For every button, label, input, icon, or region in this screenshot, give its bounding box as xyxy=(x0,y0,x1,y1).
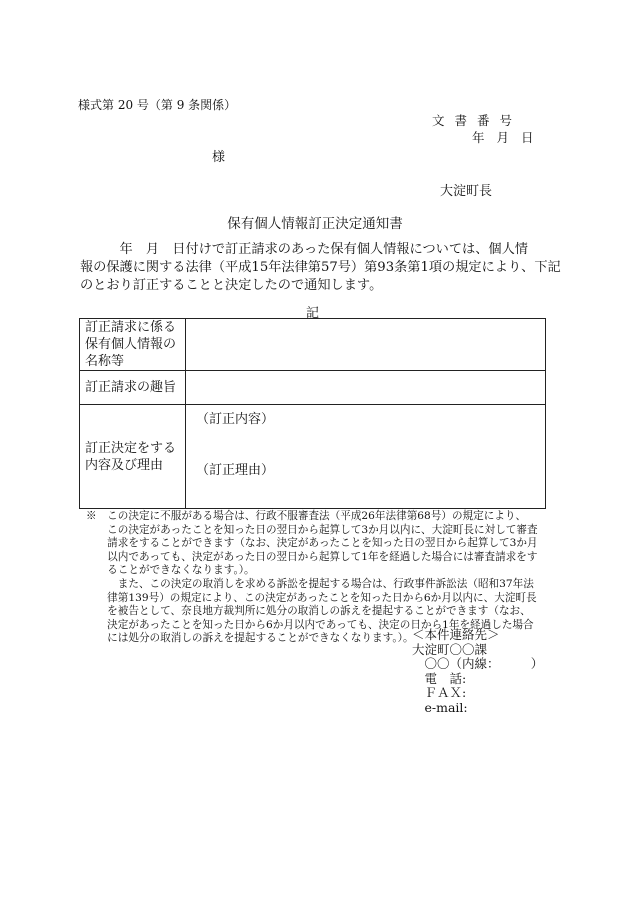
contact-dept: 大淀町〇〇課 xyxy=(412,641,488,657)
body-line: のとおり訂正することと決定したので通知します。 xyxy=(80,278,383,293)
appeal-notes xyxy=(86,510,556,646)
body-line: 年 月 日付けで訂正請求のあった保有個人情報については、個人情 xyxy=(80,242,528,257)
note-line: 以内であっても、決定があった日の翌日から起算して1年を経過した場合には審査請求をす xyxy=(86,550,538,563)
note-line: 請求をすることができます（なお、決定があったことを知った日の翌日から起算して3か月 xyxy=(86,537,538,550)
sender-name: 大淀町長 xyxy=(440,184,493,199)
contact-heading: ＜本件連絡先＞ xyxy=(412,627,500,642)
contact-section: 〇〇（内線： ） xyxy=(412,656,544,671)
contact-email: e-mail: xyxy=(412,699,468,715)
table-row xyxy=(80,371,546,405)
table-row xyxy=(80,405,546,509)
notice-body xyxy=(80,241,561,295)
label-line: 訂正決定をする xyxy=(85,440,177,456)
contact-block xyxy=(412,628,543,715)
row-label-decision xyxy=(80,405,186,509)
date-label: 年月日 xyxy=(472,130,546,145)
contact-fax: ＦＡＸ: xyxy=(412,685,467,700)
decision-cell xyxy=(186,405,546,509)
document-title: 保有個人情報訂正決定通知書 xyxy=(227,216,403,232)
form-number: 様式第 20 号（第 9 条関係） xyxy=(78,98,237,112)
decision-table xyxy=(79,318,546,509)
addressee-suffix: 様 xyxy=(212,150,226,165)
document-number-label: 文書番号 xyxy=(432,113,523,128)
body-line: 報の保護に関する法律（平成15年法律第57号）第93条第1項の規定により、下記 xyxy=(80,260,561,275)
contact-phone: 電 話: xyxy=(412,670,467,686)
label-line: 訂正請求に係る xyxy=(85,320,177,335)
note-line: 律第139号）の規定により、この決定があったことを知った日から6か月以内に、大淀町長 xyxy=(86,591,537,604)
table-row xyxy=(80,319,546,371)
label-line: 名称等 xyxy=(85,354,125,369)
row-label-info-name xyxy=(80,319,186,371)
note-line: また、この決定の取消しを求める訴訟を提起する場合は、行政事件訴訟法（昭和37年法 xyxy=(86,577,534,590)
correction-content-label: （訂正内容） xyxy=(196,412,275,427)
label-line: 保有個人情報の xyxy=(85,337,177,352)
note-line: この決定があったことを知った日の翌日から起算して3か月以内に、大淀町長に対して審査 xyxy=(86,523,538,536)
note-line: ることができなくなります。）。 xyxy=(86,564,255,577)
correction-reason-label: （訂正理由） xyxy=(196,463,275,478)
note-line: を被告として、奈良地方裁判所に処分の取消しの訴えを提起することができます（なお、 xyxy=(86,605,531,618)
note-line: ※ この決定に不服がある場合は、行政不服審査法（平成26年法律第68号）の規定により、 xyxy=(86,510,527,522)
label-line: 内容及び理由 xyxy=(85,457,164,473)
info-name-cell xyxy=(186,319,546,371)
note-line: 決定があったことを知った日から6か月以内であっても、決定の日から1年を経過した場合 xyxy=(86,618,534,631)
request-purpose-cell xyxy=(186,371,546,405)
row-label-request-purpose: 訂正請求の趣旨 xyxy=(80,371,186,405)
ki-marker: 記 xyxy=(306,306,320,321)
note-line: には処分の取消しの訴えを提起することができなくなります。）。 xyxy=(86,632,414,645)
